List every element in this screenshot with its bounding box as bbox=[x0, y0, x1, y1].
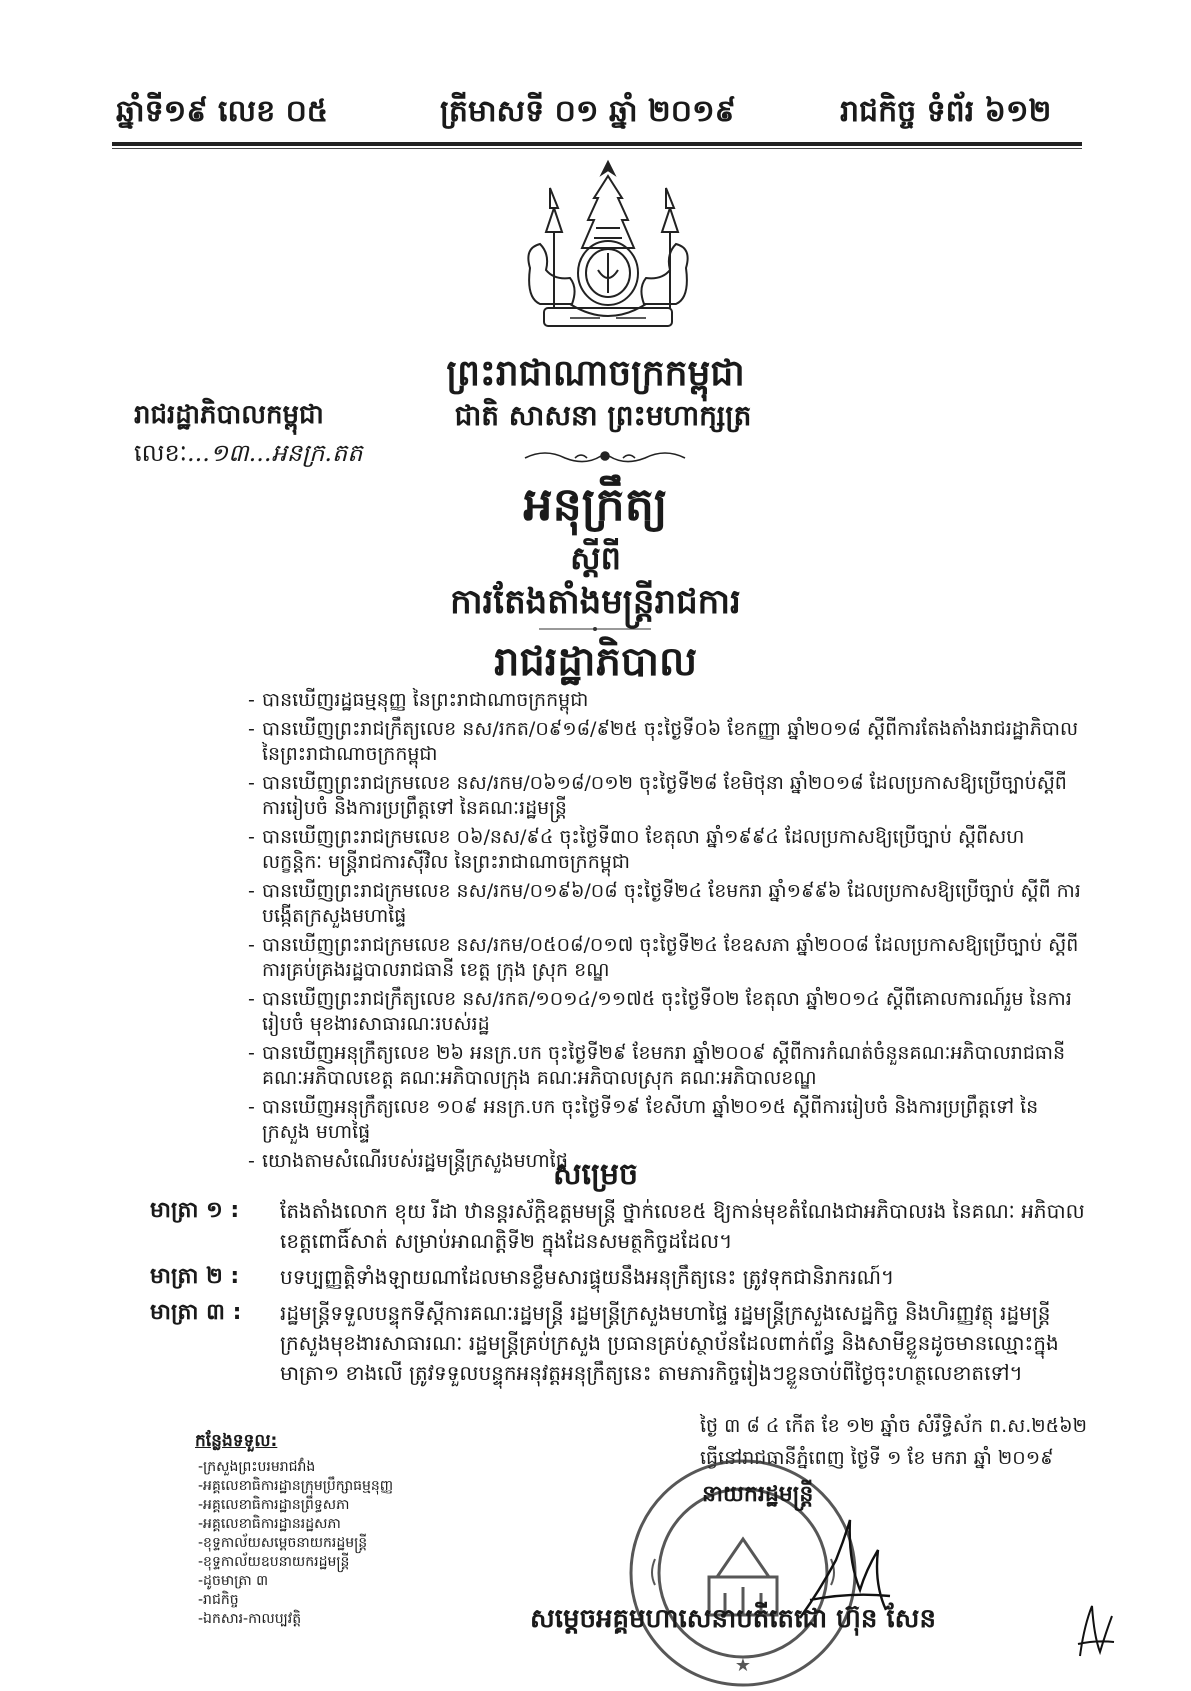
decree-number-value: ...១៣...អនក្រ.តត bbox=[187, 439, 363, 467]
concerning-label: ស្តីពី bbox=[570, 539, 621, 577]
national-motto: ជាតិ សាសនា ព្រះមហាក្សត្រ bbox=[454, 399, 752, 432]
header-rule bbox=[112, 142, 1082, 146]
recipient-item: -ឯកសារ-កាលប្បវត្តិ bbox=[198, 1611, 302, 1627]
initials-mark-icon bbox=[1070, 1596, 1120, 1666]
recipient-item: -ខុទ្ទកាល័យឧបនាយករដ្ឋមន្ត្រី bbox=[198, 1554, 350, 1570]
article-2 bbox=[150, 1262, 1085, 1292]
visa-item: - បានឃើញព្រះរាជក្រមលេខ នស/រកម/០៦១៨/០១២ ចុះថ្ងៃទី២៨ ខែមិថុនា ឆ្នាំ២០១៨ ដែលប្រកាសឱ្យប្រើច្បាប់ស្តីពីការរៀបចំ និងការប្រព្រឹត្តទៅ នៃគណៈរដ្ឋមន្ត្រី bbox=[248, 772, 1067, 819]
recipient-item: -ខុទ្ទកាល័យសម្តេចនាយករដ្ឋមន្ត្រី bbox=[198, 1535, 368, 1551]
article-label: មាត្រា ១ : bbox=[150, 1198, 240, 1223]
visa-item: - បានឃើញព្រះរាជក្រឹត្យលេខ នស/រកត/០៩១៨/៩២៥ ចុះថ្ងៃទី០៦ ខែកញ្ញា ឆ្នាំ២០១៨ ស្តីពីការតែងតាំងរាជរដ្ឋាភិបាល នៃព្រះរាជាណាចក្រកម្ពុជា bbox=[248, 718, 1079, 765]
document-title: អនុក្រឹត្យ bbox=[523, 477, 668, 531]
government-name: រាជរដ្ឋាភិបាលកម្ពុជា bbox=[134, 400, 324, 430]
kingdom-heading: ព្រះរាជាណាចក្រកម្ពុជា bbox=[446, 353, 745, 394]
royal-emblem-icon bbox=[510, 158, 706, 338]
header-gazette-page: រាជកិច្ច ទំព័រ ៦១២ bbox=[840, 94, 1052, 129]
decision-heading: សម្រេច bbox=[552, 1157, 639, 1192]
article-3 bbox=[150, 1298, 1085, 1388]
header-year-issue: ឆ្នាំទី១៩ លេខ ០៥ bbox=[116, 94, 329, 129]
article-label: មាត្រា ៣ : bbox=[150, 1300, 242, 1325]
recipient-item: -អគ្គលេខាធិការដ្ឋានក្រុមប្រឹក្សាធម្មនុញ្ញ bbox=[198, 1478, 394, 1494]
recipient-item: -ដូចមាត្រា ៣ bbox=[198, 1573, 269, 1589]
recipients-heading: កន្លែងទទួល: bbox=[195, 1431, 278, 1451]
recipients-list bbox=[198, 1458, 393, 1629]
visa-item: - បានឃើញព្រះរាជក្រមលេខ ០៦/នស/៩៤ ចុះថ្ងៃទី៣០ ខែតុលា ឆ្នាំ១៩៩៤ ដែលប្រកាសឱ្យប្រើច្បាប់ ស្តីពីសហលក្ខន្តិកៈ មន្ត្រីរាជការស៊ីវិល នៃព្រះរាជាណាចក្រកម្ពុជា bbox=[248, 826, 1025, 873]
solar-date: ធ្វើនៅរាជធានីភ្នំពេញ ថ្ងៃទី ១ ខែ មករា ឆ្នាំ ២០១៩ bbox=[700, 1447, 1054, 1469]
lunar-date: ថ្ងៃ ៣ ៨ ៤ កើត ខែ ១២ ឆ្នាំច សំរឹទ្ធិស័ក ព.ស.២៥៦២ bbox=[700, 1415, 1087, 1437]
signer-title: នាយករដ្ឋមន្ត្រី bbox=[702, 1482, 814, 1507]
ornament-divider-icon bbox=[515, 444, 695, 470]
article-text: រដ្ឋមន្ត្រីទទួលបន្ទុកទីស្តីការគណៈរដ្ឋមន្ត្រី រដ្ឋមន្ត្រីក្រសួងមហាផ្ទៃ រដ្ឋមន្ត្រីក្រសួងសេដ្ឋកិច្ច និងហិរញ្ញវត្ថុ រដ្ឋមន្ត្រី ក្រសួងមុខងារសាធារណៈ រដ្ឋមន្ត្រីគ្រប់ក្រសួង ប្រធានគ្រប់ស្ថាប័នដែលពាក់ព័ន្ធ និងសាមីខ្លួនដូចមានឈ្មោះក្នុង មាត្រា១ ខាងលើ ត្រូវទទួលបន្ទុកអនុវត្តអនុក្រឹត្យនេះ តាមភារកិច្ចរៀងៗខ្លួនចាប់ពីថ្ងៃចុះហត្ថលេខាតទៅ។ bbox=[280, 1301, 1059, 1385]
signer-name: សម្តេចអគ្គមហាសេនាបតីតេជោ ហ៊ុន សែន bbox=[530, 1604, 936, 1634]
visa-item: - បានឃើញអនុក្រឹត្យលេខ ១០៩ អនក្រ.បក ចុះថ្ងៃទី១៩ ខែសីហា ឆ្នាំ២០១៥ ស្តីពីការរៀបចំ និងការប្រព្រឹត្តទៅ នៃក្រសួង មហាផ្ទៃ bbox=[248, 1096, 1039, 1143]
recipient-item: -អគ្គលេខាធិការដ្ឋានព្រឹទ្ធសភា bbox=[198, 1497, 350, 1513]
visa-item: - បានឃើញអនុក្រឹត្យលេខ ២៦ អនក្រ.បក ចុះថ្ងៃទី២៩ ខែមករា ឆ្នាំ២០០៩ ស្តីពីការកំណត់ចំនួនគណៈអភិបាលរាជធានី គណៈអភិបាលខេត្ត គណៈអភិបាលក្រុង គណៈអភិបាលស្រុក គណៈអភិបាលខណ្ឌ bbox=[248, 1042, 1066, 1089]
small-divider-icon bbox=[535, 624, 655, 634]
article-text: បទប្បញ្ញត្តិទាំងឡាយណាដែលមានខ្លឹមសារផ្ទុយនឹងអនុក្រឹត្យនេះ ត្រូវទុកជានិរាករណ៍។ bbox=[280, 1265, 895, 1289]
visa-item: - យោងតាមសំណើរបស់រដ្ឋមន្ត្រីក្រសួងមហាផ្ទៃ bbox=[248, 1150, 568, 1172]
header-date: ត្រីមាសទី ០១ ឆ្នាំ ២០១៩ bbox=[440, 94, 736, 129]
visa-item: - បានឃើញព្រះរាជក្រមលេខ នស/រកម/០៥០៨/០១៧ ចុះថ្ងៃទី២៤ ខែឧសភា ឆ្នាំ២០០៨ ដែលប្រកាសឱ្យប្រើច្បាប់ ស្តីពី ការគ្រប់គ្រងរដ្ឋបាលរាជធានី ខេត្ត ក្រុង ស្រុក ខណ្ឌ bbox=[248, 934, 1079, 981]
decree-number-line bbox=[134, 438, 362, 473]
decree-number-label: លេខៈ bbox=[134, 439, 188, 467]
svg-text:★: ★ bbox=[734, 1655, 752, 1676]
header-rule-thin bbox=[112, 148, 1082, 149]
visa-item: - បានឃើញព្រះរាជក្រមលេខ នស/រកម/០១៩៦/០៨ ចុះថ្ងៃទី២៤ ខែមករា ឆ្នាំ១៩៩៦ ដែលប្រកាសឱ្យប្រើច្បាប់ ស្តីពី ការបង្កើតក្រសួងមហាផ្ទៃ bbox=[248, 880, 1081, 927]
recipient-item: -រាជកិច្ច bbox=[198, 1592, 239, 1608]
article-text: តែងតាំងលោក ខុយ រីដា ឋានន្តរស័ក្តិឧត្តមមន្ត្រី ថ្នាក់លេខ៥ ឱ្យកាន់មុខតំណែងជាអភិបាលរង នៃគណៈ អភិបាលខេត្តពោធិ៍សាត់ សម្រាប់អាណត្តិទី២ ក្នុងដែនសមត្ថកិច្ចដដែល។ bbox=[280, 1199, 1085, 1253]
recipient-item: -ក្រសួងព្រះបរមរាជវាំង bbox=[198, 1459, 316, 1475]
issuing-authority: រាជរដ្ឋាភិបាល bbox=[493, 639, 698, 685]
article-label: មាត្រា ២ : bbox=[150, 1264, 240, 1289]
recipient-item: -អគ្គលេខាធិការដ្ឋានរដ្ឋសភា bbox=[198, 1516, 341, 1532]
visa-list bbox=[248, 688, 1083, 1178]
visa-item: - បានឃើញព្រះរាជក្រឹត្យលេខ នស/រកត/១០១៤/១១៧៥ ចុះថ្ងៃទី០២ ខែតុលា ឆ្នាំ២០១៤ ស្តីពីគោលការណ៍រួម នៃការរៀបចំ មុខងារសាធារណៈរបស់រដ្ឋ bbox=[248, 988, 1072, 1035]
article-1 bbox=[150, 1196, 1085, 1256]
document-subject: ការតែងតាំងមន្ត្រីរាជការ bbox=[450, 582, 741, 622]
visa-item: - បានឃើញរដ្ឋធម្មនុញ្ញ នៃព្រះរាជាណាចក្រកម្ពុជា bbox=[248, 689, 589, 711]
